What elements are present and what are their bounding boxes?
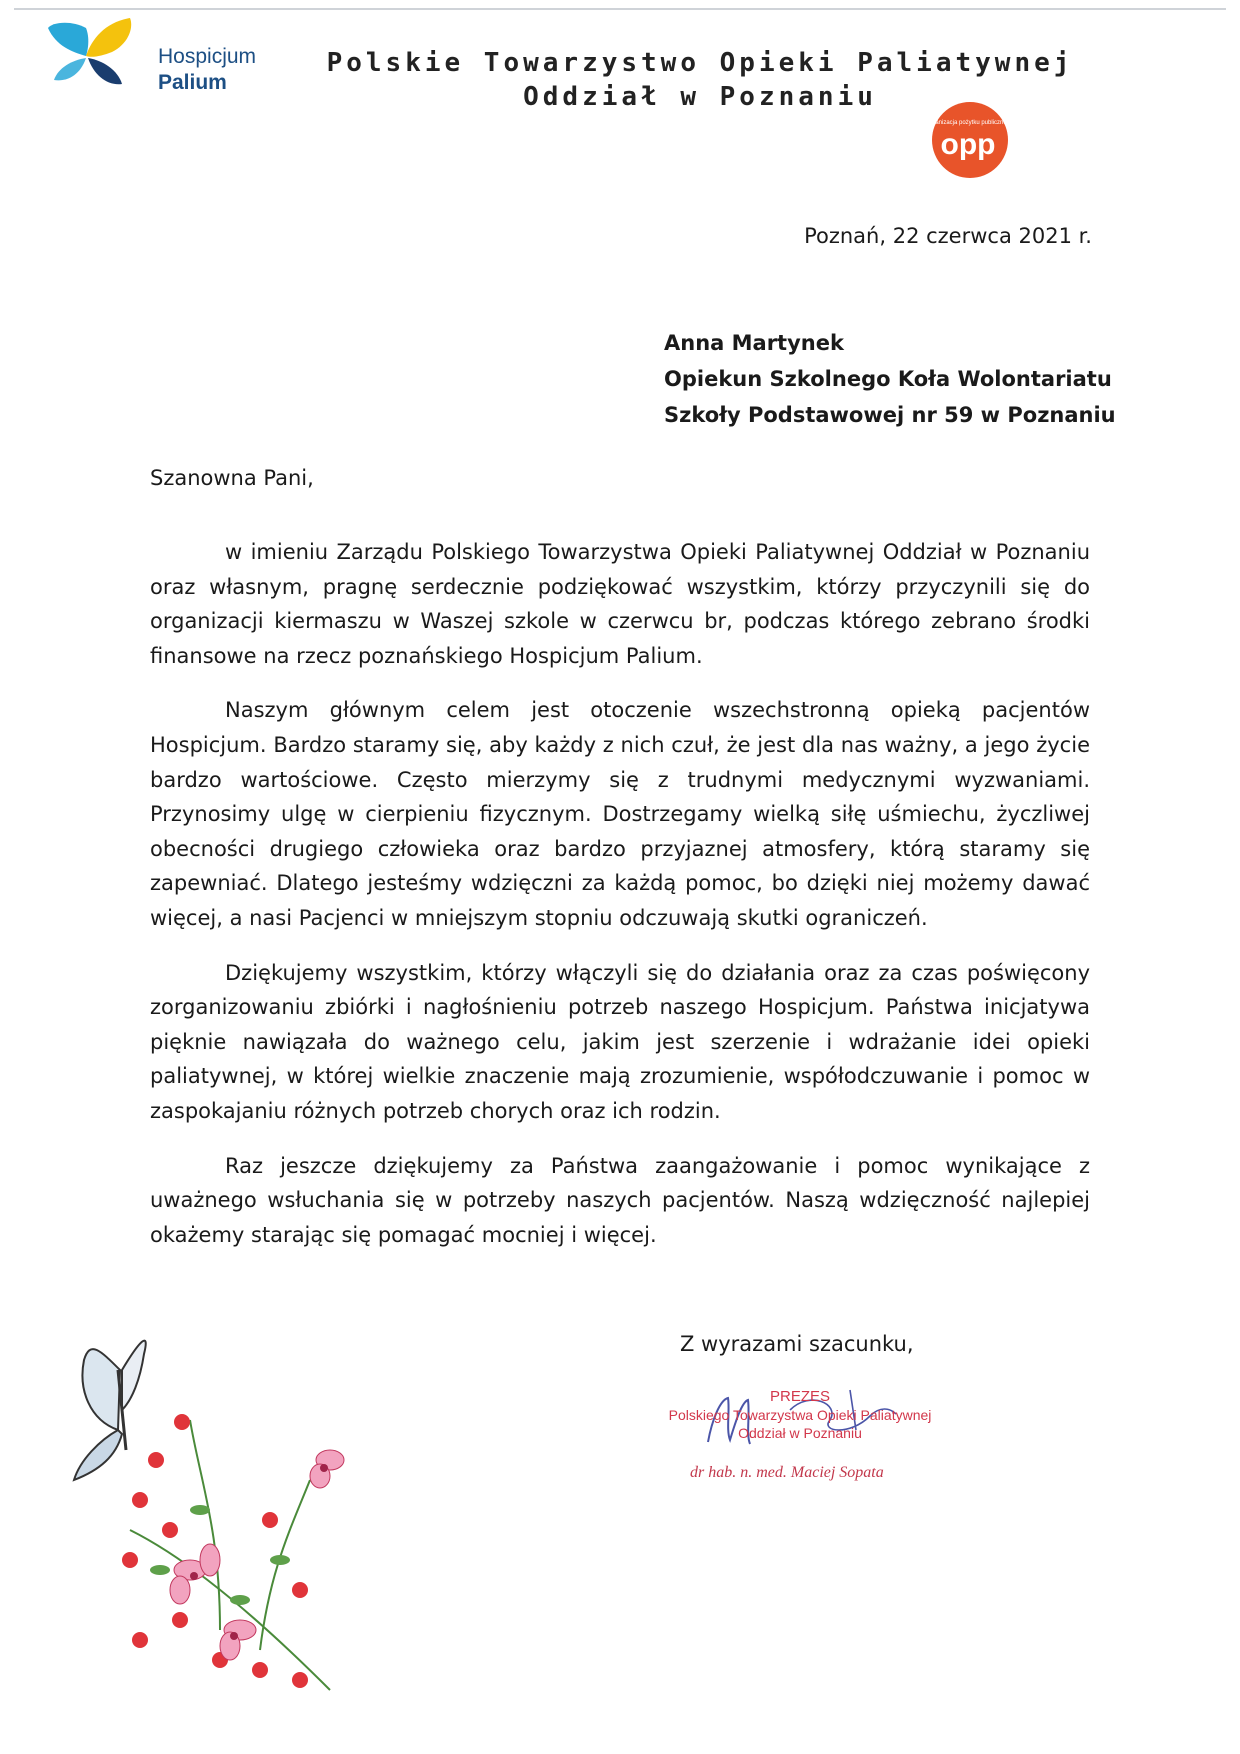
paragraph-2: Naszym głównym celem jest otoczenie wszechstronną opieką pacjentów Hospicjum. Bardzo staramy się, aby każdy z nich czuł, że jest dla nas ważny, a jego życie bardzo wartościowe. Często mierzymy się z trudnymi medycznymi wyzwaniami. Przynosimy ulgę w cierpieniu fizycznym. Dostrzegamy wielką siłę uśmiechu, życzliwej obecności drugiego człowieka oraz bardzo przyjaznej atmosfery, którą staramy się zapewniać. Dlatego jesteśmy wdzięczni za każdą pomoc, bo dzięki niej możemy dawać więcej, a nasi Pacjenci w mniejszym stopniu odczuwają skutki ograniczeń. [150,698,1090,930]
opp-badge-text: opp [940,128,996,161]
butterfly-flowers-illustration [70,1330,390,1730]
logo-line1: Hospicjum [158,45,257,68]
recipient-school: Szkoły Podstawowej nr 59 w Poznaniu [664,403,1116,427]
letter-body [150,535,1090,1272]
stamp-line2: Polskiego Towarzystwa Opieki Paliatywnej [668,1407,932,1423]
butterfly-logo-icon [42,16,142,94]
stamp-line1: PREZES [769,1388,830,1405]
logo-line2: Palium [158,71,227,94]
closing-phrase: Z wyrazami szacunku, [680,1332,914,1356]
organization-name: Polskie Towarzystwo Opieki Paliatywnej [326,48,1074,78]
signatory-name: dr hab. n. med. Maciej Sopata [690,1464,884,1481]
organization-branch: Oddział w Poznaniu [523,82,877,112]
opp-badge [928,98,1012,182]
opp-badge-caption: organizacja pożytku publicznego [928,120,1012,126]
official-stamp [660,1388,940,1442]
stamp-line3: Oddział w Poznaniu [738,1425,862,1441]
butterfly-icon [74,1341,146,1480]
opp-badge-icon [928,98,1012,182]
hospicjum-logo [42,16,292,94]
paragraph-4: Raz jeszcze dziękujemy za Państwa zaangażowanie i pomoc wynikające z uważnego wsłuchania się w potrzeby naszych pacjentów. Naszą wdzięczność najlepiej okażemy starając się pomagać mocniej i więcej. [150,1153,1090,1247]
recipient-title: Opiekun Szkolnego Koła Wolontariatu [664,367,1112,391]
recipient-name: Anna Martynek [664,331,844,355]
letter-date: Poznań, 22 czerwca 2021 r. [804,224,1092,248]
recipient-block [664,325,1116,433]
flower-bouquet-icon [122,1414,344,1690]
paragraph-3: Dziękujemy wszystkim, którzy włączyli się do działania oraz za czas poświęcony zorganizowaniu zbiórki i nagłośnieniu potrzeb naszego Hospicjum. Państwa inicjatywa pięknie nawiązała do ważnego celu, jakim jest szerzenie i wdrażanie idei opieki paliatywnej, w której wielkie znaczenie mają zrozumienie, współodczuwanie i pomoc w zaspokajaniu różnych potrzeb chorych oraz ich rodzin. [150,960,1090,1123]
salutation: Szanowna Pani, [150,466,314,490]
scan-edge-line [14,8,1226,10]
paragraph-1: w imieniu Zarządu Polskiego Towarzystwa Opieki Paliatywnej Oddział w Poznaniu oraz własnym, pragnę serdecznie podziękować wszystkim, którzy przyczynili się do organizacji kiermaszu w Waszej szkole w czerwcu br, podczas którego zebrano środki finansowe na rzecz poznańskiego Hospicjum Palium. [150,540,1090,668]
